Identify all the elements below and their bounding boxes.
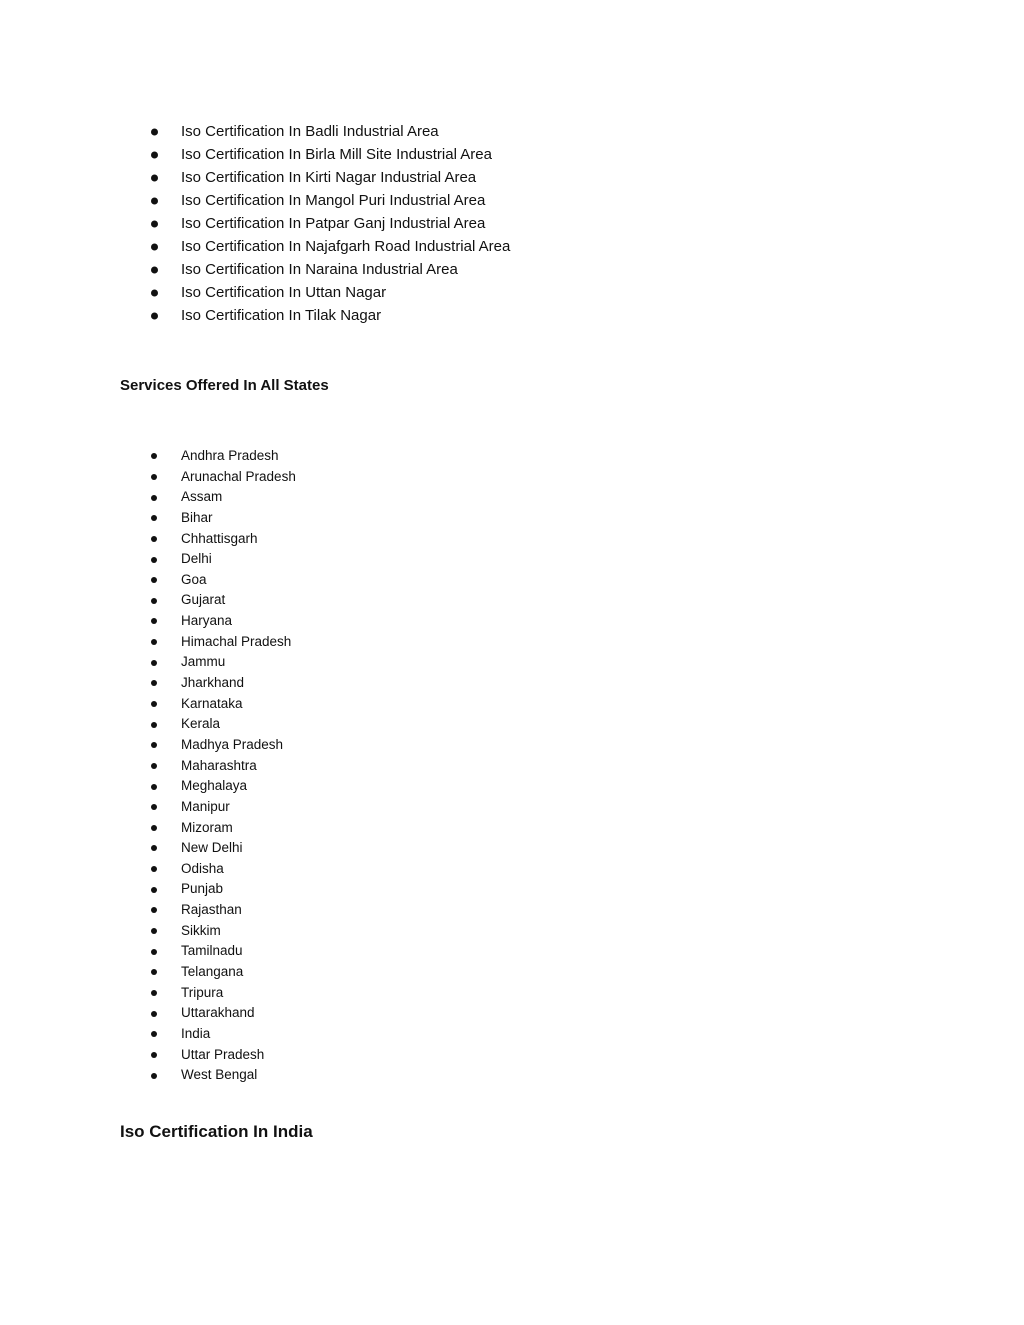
- list-item-label: Rajasthan: [181, 902, 242, 918]
- bullet-icon: [151, 907, 157, 913]
- bullet-icon: [151, 722, 157, 728]
- list-item: [0, 446, 296, 467]
- list-item: [0, 529, 296, 550]
- list-item: [0, 921, 296, 942]
- list-item-label: Arunachal Pradesh: [181, 468, 296, 484]
- list-item: [0, 1045, 296, 1066]
- bullet-icon: [151, 680, 157, 686]
- bullet-icon: [151, 969, 157, 975]
- list-item: [0, 756, 296, 777]
- bullet-icon: [151, 1052, 157, 1058]
- bullet-icon: [151, 701, 157, 707]
- list-item-label: Iso Certification In Badli Industrial Area: [181, 123, 439, 140]
- bullet-icon: [151, 577, 157, 583]
- list-item: [0, 235, 510, 258]
- bullet-icon: [151, 289, 158, 296]
- list-item: [0, 258, 510, 281]
- bullet-icon: [151, 197, 158, 204]
- list-item-label: Uttar Pradesh: [181, 1046, 265, 1062]
- bullet-icon: [151, 866, 157, 872]
- list-item-label: Punjab: [181, 881, 224, 897]
- bullet-icon: [151, 174, 158, 181]
- list-item-label: Kerala: [181, 716, 221, 732]
- list-item-label: Chhattisgarh: [181, 530, 258, 546]
- bullet-icon: [151, 639, 157, 645]
- list-item-label: Goa: [181, 571, 207, 587]
- bullet-icon: [151, 845, 157, 851]
- list-item: [0, 212, 510, 235]
- list-item-label: Bihar: [181, 509, 213, 525]
- list-item: [0, 941, 296, 962]
- list-item-label: Andhra Pradesh: [181, 448, 279, 463]
- list-item-label: Iso Certification In Uttan Nagar: [181, 284, 387, 301]
- bullet-icon: [151, 557, 157, 563]
- list-item-label: Iso Certification In Birla Mill Site Industrial Area: [181, 146, 492, 163]
- bullet-icon: [151, 928, 157, 934]
- services-heading: Services Offered In All States: [120, 377, 329, 394]
- list-item-label: West Bengal: [181, 1067, 258, 1083]
- list-item: [0, 818, 296, 839]
- list-item: [0, 962, 296, 983]
- list-item: [0, 838, 296, 859]
- list-item: [0, 673, 296, 694]
- list-item: [0, 549, 296, 570]
- areas-list: [0, 120, 510, 327]
- list-item: [0, 611, 296, 632]
- bullet-icon: [151, 243, 158, 250]
- list-item-label: Tamilnadu: [181, 943, 243, 959]
- list-item-label: Jammu: [181, 654, 226, 670]
- bullet-icon: [151, 1073, 157, 1079]
- bullet-icon: [151, 266, 158, 273]
- bullet-icon: [151, 598, 157, 604]
- list-item-label: Iso Certification In Naraina Industrial Area: [181, 261, 458, 278]
- list-item: [0, 714, 296, 735]
- list-item: [0, 508, 296, 529]
- list-item-label: Manipur: [181, 798, 230, 814]
- list-item-label: Meghalaya: [181, 778, 248, 794]
- list-item: [0, 570, 296, 591]
- list-item-label: Himachal Pradesh: [181, 633, 292, 649]
- list-item: [0, 797, 296, 818]
- bullet-icon: [151, 949, 157, 955]
- list-item-label: Maharashtra: [181, 757, 257, 773]
- list-item: [0, 859, 296, 880]
- list-item: [0, 652, 296, 673]
- list-item: [0, 1024, 296, 1045]
- bullet-icon: [151, 151, 158, 158]
- bullet-icon: [151, 763, 157, 769]
- list-item-label: India: [181, 1025, 211, 1041]
- list-item: [0, 189, 510, 212]
- bullet-icon: [151, 453, 157, 459]
- list-item: [0, 900, 296, 921]
- bullet-icon: [151, 536, 157, 542]
- bullet-icon: [151, 515, 157, 521]
- list-item-label: Telangana: [181, 964, 244, 980]
- list-item-label: Mizoram: [181, 819, 233, 835]
- bullet-icon: [151, 784, 157, 790]
- bullet-icon: [151, 742, 157, 748]
- list-item: [0, 143, 510, 166]
- bullet-icon: [151, 804, 157, 810]
- list-item-label: Iso Certification In Kirti Nagar Industrial Area: [181, 169, 477, 186]
- bullet-icon: [151, 1011, 157, 1017]
- list-item: [0, 735, 296, 756]
- list-item-label: Madhya Pradesh: [181, 736, 284, 752]
- bullet-icon: [151, 887, 157, 893]
- list-item: [0, 1065, 296, 1086]
- bullet-icon: [151, 312, 158, 319]
- list-item: [0, 776, 296, 797]
- bullet-icon: [151, 618, 157, 624]
- states-list: [0, 446, 296, 1086]
- list-item-label: Assam: [181, 489, 223, 505]
- list-item-label: New Delhi: [181, 840, 243, 856]
- list-item-label: Delhi: [181, 551, 212, 567]
- list-item: [0, 983, 296, 1004]
- bullet-icon: [151, 990, 157, 996]
- list-item-label: Iso Certification In Mangol Puri Industrial Area: [181, 192, 486, 209]
- india-heading: Iso Certification In India: [120, 1122, 313, 1141]
- list-item-label: Haryana: [181, 613, 233, 629]
- list-item-label: Karnataka: [181, 695, 243, 711]
- bullet-icon: [151, 220, 158, 227]
- list-item-label: Odisha: [181, 860, 224, 876]
- list-item: [0, 694, 296, 715]
- list-item-label: Iso Certification In Patpar Ganj Industrial Area: [181, 215, 486, 232]
- bullet-icon: [151, 660, 157, 666]
- bullet-icon: [151, 495, 157, 501]
- list-item-label: Gujarat: [181, 592, 226, 608]
- list-item-label: Iso Certification In Tilak Nagar: [181, 307, 382, 324]
- list-item: [0, 632, 296, 653]
- list-item: [0, 281, 510, 304]
- list-item: [0, 1003, 296, 1024]
- bullet-icon: [151, 474, 157, 480]
- list-item: [0, 120, 510, 143]
- bullet-icon: [151, 128, 158, 135]
- list-item: [0, 467, 296, 488]
- list-item-label: Uttarakhand: [181, 1005, 255, 1021]
- bullet-icon: [151, 825, 157, 831]
- list-item: [0, 879, 296, 900]
- list-item: [0, 304, 510, 327]
- list-item-label: Tripura: [181, 984, 224, 1000]
- list-item-label: Jharkhand: [181, 675, 245, 691]
- list-item: [0, 166, 510, 189]
- bullet-icon: [151, 1031, 157, 1037]
- list-item-label: Sikkim: [181, 922, 221, 938]
- list-item: [0, 487, 296, 508]
- list-item: [0, 590, 296, 611]
- list-item-label: Iso Certification In Najafgarh Road Industrial Area: [181, 238, 511, 255]
